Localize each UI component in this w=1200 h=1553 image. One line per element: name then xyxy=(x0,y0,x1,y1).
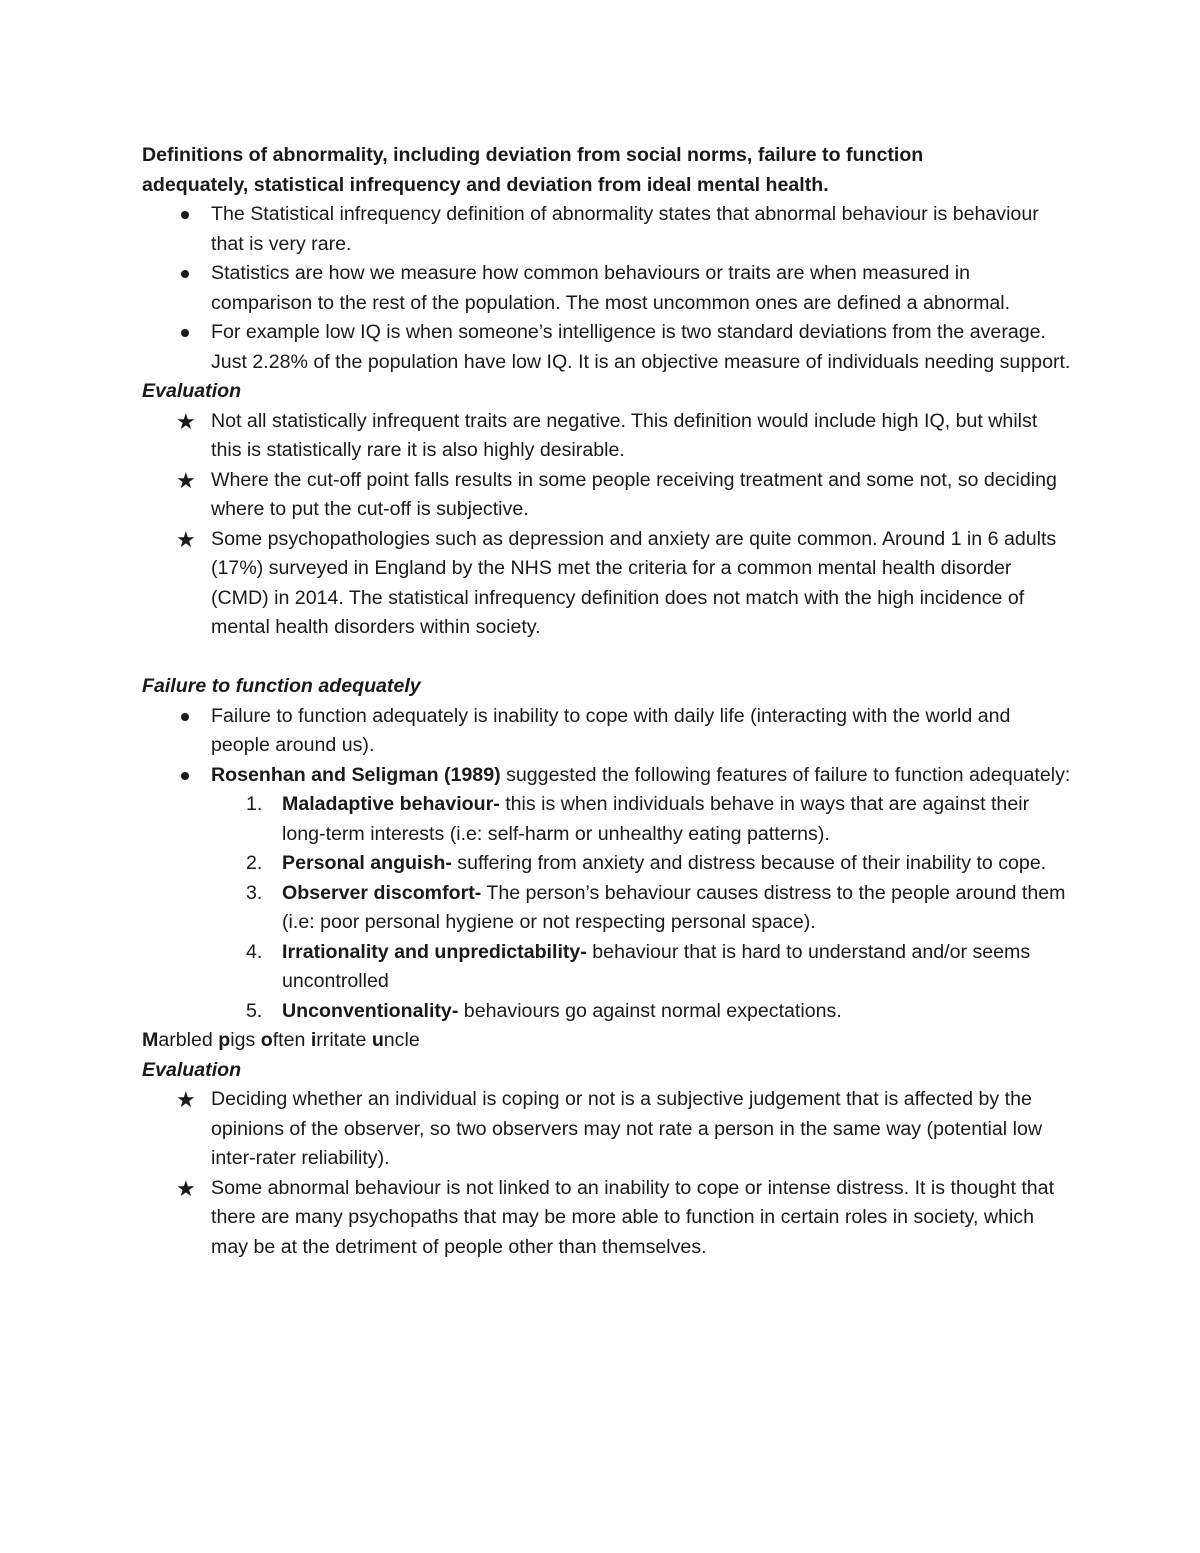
list-item-text: Failure to function adequately is inability to cope with daily life (interacting with the world and people around us). xyxy=(211,704,1011,756)
list-item xyxy=(142,702,1072,761)
document-page xyxy=(142,141,1072,1262)
mnemonic-initial: i xyxy=(310,1029,317,1051)
bullet-icon xyxy=(181,211,189,219)
list-item-text: Some abnormal behaviour is not linked to an inability to cope or intense distress. It is thought that there are many psychopaths that may be more able to function in certain roles in society, which may be at the detriment of people other than themselves. xyxy=(211,1176,1055,1258)
heading-line-1: Definitions of abnormality, including deviation from social norms, failure to function xyxy=(142,144,924,166)
evaluation-heading-1: Evaluation xyxy=(142,380,242,402)
feature-text: The person’s behaviour causes distress to the people around them (i.e: poor personal hygiene or not respecting personal space). xyxy=(282,881,1066,933)
failure-to-function-list xyxy=(142,702,1072,1027)
feature-term: Observer discomfort- xyxy=(282,881,482,904)
evaluation-heading-2: Evaluation xyxy=(142,1058,242,1081)
statistical-infrequency-list xyxy=(142,200,1072,377)
list-item xyxy=(142,407,1072,466)
feature-number: 2. xyxy=(246,852,263,874)
bullet-icon xyxy=(181,713,189,721)
list-item-text: Deciding whether an individual is coping or not is a subjective judgement that is affected by the opinions of the observer, so two observers may not rate a person in the same way (potential low inter-rater reliability). xyxy=(211,1088,1042,1169)
mnemonic-initial: u xyxy=(371,1029,384,1051)
list-item-text: Statistics are how we measure how common behaviours or traits are when measured in comparison to the rest of the population. The most uncommon ones are defined a abnormal. xyxy=(211,262,1011,314)
failure-evaluation-list xyxy=(142,1085,1072,1262)
list-item xyxy=(142,1085,1072,1174)
star-icon: ★ xyxy=(176,1087,196,1112)
feature-text: suffering from anxiety and distress because of their inability to cope. xyxy=(451,852,1047,874)
list-item xyxy=(142,259,1072,318)
list-item xyxy=(142,200,1072,259)
statistical-evaluation-list xyxy=(142,407,1072,643)
bullet-icon xyxy=(181,270,189,278)
feature-item xyxy=(142,879,1072,938)
list-item xyxy=(142,318,1072,377)
mnemonic-text: ncle xyxy=(383,1029,420,1051)
feature-item xyxy=(142,938,1072,997)
document-heading xyxy=(142,141,1072,200)
features-list xyxy=(142,790,1072,1026)
list-item-text: The Statistical infrequency definition of abnormality states that abnormal behaviour is behaviour that is very rare. xyxy=(211,203,1039,255)
spacer xyxy=(142,643,1072,673)
list-item-text: Where the cut-off point falls results in some people receiving treatment and some not, so deciding where to put the cut-off is subjective. xyxy=(211,468,1057,520)
feature-number: 5. xyxy=(246,999,263,1022)
feature-text: this is when individuals behave in ways that are against their long-term interests (i.e: self-harm or unhealthy eating patterns). xyxy=(282,793,1030,845)
feature-term: Unconventionality- xyxy=(282,999,459,1022)
mnemonic-initial: o xyxy=(260,1029,273,1051)
mnemonic-initial: M xyxy=(142,1029,159,1051)
list-item-text: For example low IQ is when someone’s intelligence is two standard deviations from the average. Just 2.28% of the population have low IQ. It is an objective measure of individuals needing support. xyxy=(211,321,1071,373)
feature-item xyxy=(142,997,1072,1027)
list-item xyxy=(142,1174,1072,1263)
list-item xyxy=(142,466,1072,525)
feature-text: behaviours go against normal expectations. xyxy=(458,999,842,1022)
mnemonic-initial: p xyxy=(218,1029,231,1051)
star-icon: ★ xyxy=(176,408,196,434)
mnemonic-text: ften xyxy=(272,1029,311,1051)
mnemonic-text: rritate xyxy=(316,1029,372,1051)
bullet-icon xyxy=(181,772,189,780)
mnemonic-line xyxy=(142,1026,1072,1056)
feature-number: 4. xyxy=(246,940,263,963)
star-icon: ★ xyxy=(176,526,196,552)
failure-to-function-heading: Failure to function adequately xyxy=(142,675,421,697)
mnemonic-text: igs xyxy=(230,1029,261,1051)
list-item-text: suggested the following features of failure to function adequately: xyxy=(500,763,1071,786)
list-item xyxy=(142,761,1072,1027)
list-item-text: Some psychopathologies such as depression and anxiety are quite common. Around 1 in 6 adults (17%) surveyed in England by the NHS met the criteria for a common mental health disorder (CMD) in 2014. The statistical infrequency definition does not match with the high incidence of mental health disorders within society. xyxy=(211,527,1057,638)
star-icon: ★ xyxy=(176,467,196,493)
feature-term: Irrationality and unpredictability- xyxy=(282,940,587,963)
feature-term: Maladaptive behaviour- xyxy=(282,793,500,815)
heading-line-2: adequately, statistical infrequency and deviation from ideal mental health. xyxy=(142,173,829,196)
star-icon: ★ xyxy=(176,1175,196,1201)
list-item xyxy=(142,525,1072,643)
feature-term: Personal anguish- xyxy=(282,852,452,874)
citation-text: Rosenhan and Seligman (1989) xyxy=(211,763,501,786)
bullet-icon xyxy=(181,329,189,337)
feature-text: behaviour that is hard to understand and/or seems uncontrolled xyxy=(282,940,1031,992)
mnemonic-text: arbled xyxy=(158,1029,219,1051)
feature-item xyxy=(142,790,1072,849)
feature-item xyxy=(142,849,1072,879)
feature-number: 1. xyxy=(246,793,263,815)
list-item-text: Not all statistically infrequent traits are negative. This definition would include high IQ, but whilst this is statistically rare it is also highly desirable. xyxy=(211,409,1038,461)
feature-number: 3. xyxy=(246,881,263,904)
